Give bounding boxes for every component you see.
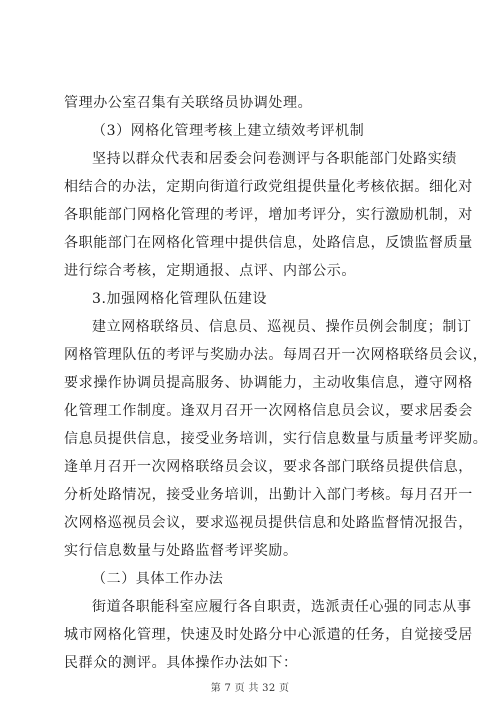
section-heading: 3.加强网格化管理队伍建设 [92, 291, 268, 307]
text-line: 民群众的测评。具体操作办法如下： [64, 655, 298, 671]
text-line: 城市网格化管理，快速及时处路分中心派遣的任务，自觉接受居 [64, 627, 473, 643]
text-line: 实行信息数量与处路监督考评奖励。 [64, 543, 298, 559]
text-line: 信息员提供信息，接受业务培训，实行信息数量与质量考评奖励。 [64, 431, 488, 447]
text-line: 各职能部门网格化管理的考评，增加考评分，实行激励机制，对 [64, 207, 473, 223]
text-line: 分析处路情况，接受业务培训，出勤计入部门考核。每月召开一 [64, 487, 473, 503]
text-line: 要求操作协调员提高服务、协调能力，主动收集信息，遵守网格 [64, 375, 473, 391]
page-number-footer: 第 7 页 共 32 页 [210, 683, 290, 694]
section-heading: （二）具体工作办法 [92, 571, 224, 587]
text-line: 网格管理队伍的考评与奖励办法。每周召开一次网格联络员会议， [64, 347, 488, 363]
text-line: 街道各职能科室应履行各自职责，选派责任心强的同志从事 [92, 599, 472, 615]
text-line: 管理办公室召集有关联络员协调处理。 [64, 95, 313, 111]
text-line: 建立网格联络员、信息员、巡视员、操作员例会制度；制订 [92, 319, 472, 335]
text-line: 化管理工作制度。逢双月召开一次网格信息员会议，要求居委会 [64, 403, 473, 419]
text-line: 坚持以群众代表和居委会问卷测评与各职能部门处路实绩 [92, 151, 457, 167]
text-line: 逢单月召开一次网格联络员会议，要求各部门联络员提供信息， [64, 459, 473, 475]
section-heading: （3）网格化管理考核上建立绩效考评机制 [92, 123, 365, 139]
text-line: 各职能部门在网格化管理中提供信息，处路信息，反馈监督质量 [64, 235, 473, 251]
text-line: 相结合的办法，定期向街道行政党组提供量化考核依据。细化对 [64, 179, 473, 195]
text-line: 次网格巡视员会议，要求巡视员提供信息和处路监督情况报告， [64, 515, 473, 531]
text-line: 进行综合考核，定期通报、点评、内部公示。 [64, 263, 356, 279]
